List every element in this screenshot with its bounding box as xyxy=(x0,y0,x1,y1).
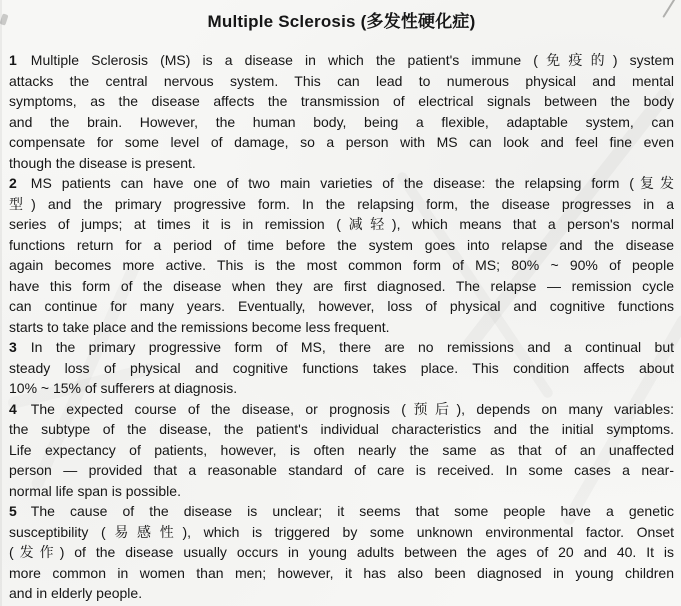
paragraph-line: the subtype of the disease, the patient's individual characteristics and the initial symptoms. xyxy=(9,421,674,437)
paragraph-number: 1 xyxy=(9,52,17,68)
paragraph-line: though the disease is present. xyxy=(9,154,196,171)
paragraph-line: and the brain. However, the human body, being a flexible, adaptable system, can xyxy=(9,113,674,130)
paragraph-number: 3 xyxy=(9,339,17,355)
paragraph-line: person — provided that a reasonable standard of care is received. In some cases a near- xyxy=(9,462,674,478)
paragraph-line: again becomes more active. This is the most common form of MS; 80% ~ 90% of people xyxy=(9,257,674,273)
paragraph-line: series of jumps; at times it is in remission (减轻), which means that a person's normal xyxy=(9,216,674,232)
paragraph-line: (发作) of the disease usually occurs in young adults between the ages of 20 and 40. It is xyxy=(9,544,674,560)
paragraph-1 xyxy=(9,50,674,173)
paragraph-line: starts to take place and the remissions become less frequent. xyxy=(9,318,390,335)
paragraph-line: Life expectancy of patients, however, is often nearly the same as that of an unaffected xyxy=(9,441,674,458)
paragraph-line: susceptibility (易感性), which is triggered by some unknown environmental factor. Onset xyxy=(9,523,674,540)
paragraph-line: more common in women than men; however, it has also been diagnosed in young children xyxy=(9,564,674,581)
paragraph-line: symptoms, as the disease affects the transmission of electrical signals between the body xyxy=(9,93,674,109)
paragraph-line: 2 MS patients can have one of two main varieties of the disease: the relapsing form (复发 xyxy=(9,175,674,191)
paragraph-line: 型) and the primary progressive form. In the relapsing form, the disease progresses in a xyxy=(9,195,674,212)
paragraph-line: functions return for a period of time before the system goes into relapse and the disease xyxy=(9,236,674,253)
passage-title: Multiple Sclerosis (多发性硬化症) xyxy=(207,12,476,31)
paragraph-number: 4 xyxy=(9,400,17,417)
paragraph-line: have this form of the disease when they are first diagnosed. The relapse — remission cycle xyxy=(9,277,674,294)
paragraph-2 xyxy=(9,173,674,337)
paragraph-line: 4 The expected course of the disease, or prognosis (预后), depends on many variables: xyxy=(9,400,674,417)
paragraph-line: can continue for many years. Eventually, however, loss of physical and cognitive functions xyxy=(9,298,674,314)
paragraph-line: attacks the central nervous system. This can lead to numerous physical and mental xyxy=(9,72,674,89)
passage-body xyxy=(9,50,674,604)
paragraph-line: 3 In the primary progressive form of MS, there are no remissions and a continual but xyxy=(9,339,674,355)
paragraph-line: steady loss of physical and cognitive functions takes place. This condition affects about xyxy=(9,359,674,376)
paragraph-line: 10% ~ 15% of sufferers at diagnosis. xyxy=(9,380,238,396)
paragraph-number: 2 xyxy=(9,175,17,191)
paragraph-line: compensate for some level of damage, so a person with MS can look and feel fine even xyxy=(9,134,674,150)
paragraph-number: 5 xyxy=(9,503,17,519)
paragraph-line: and in elderly people. xyxy=(9,585,143,601)
paragraph-5 xyxy=(9,501,674,604)
paragraph-line: 5 The cause of the disease is unclear; it seems that some people have a genetic xyxy=(9,503,674,519)
paragraph-3 xyxy=(9,337,674,399)
paragraph-line: normal life span is possible. xyxy=(9,482,181,499)
paragraph-line: 1 Multiple Sclerosis (MS) is a disease in which the patient's immune (免疫的) system xyxy=(9,52,674,68)
paragraph-4 xyxy=(9,399,674,502)
